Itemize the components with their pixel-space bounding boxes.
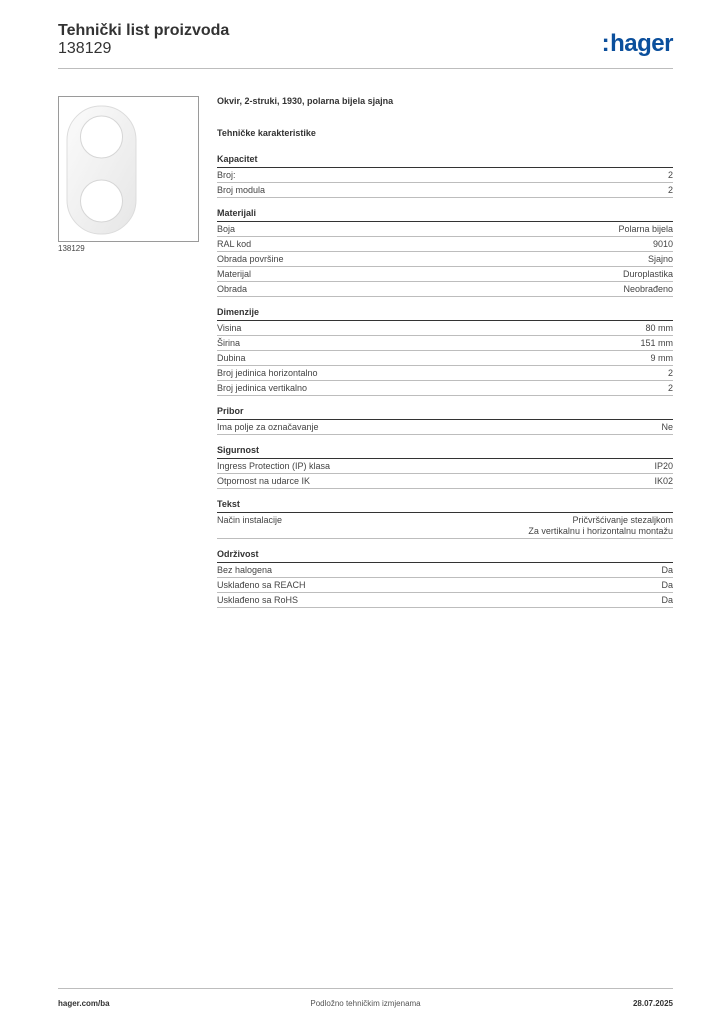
spec-value-line: Ne: [661, 422, 673, 432]
spec-row: [217, 282, 673, 297]
spec-value-line: Pričvršćivanje stezaljkom: [572, 515, 673, 525]
spec-row: [217, 563, 673, 578]
spec-label: Obrada: [217, 284, 248, 294]
spec-value-line: 2: [667, 383, 673, 393]
spec-value-line: 9010: [652, 239, 673, 249]
spec-row: [217, 267, 673, 282]
spec-value-line: Za vertikalnu i horizontalnu montažu: [528, 526, 673, 536]
spec-group-title: Dimenzije: [217, 307, 673, 321]
spec-value: [668, 185, 673, 196]
spec-group: [217, 208, 673, 297]
spec-label: Visina: [217, 323, 242, 333]
spec-row: [217, 513, 673, 539]
spec-row: [217, 578, 673, 593]
logo-text: hager: [610, 30, 673, 57]
spec-row: [217, 183, 673, 198]
spec-row: [217, 420, 673, 435]
spec-label: Broj:: [217, 170, 236, 180]
spec-value: [623, 269, 673, 280]
document-number: 138129: [58, 40, 112, 57]
product-image: [58, 96, 199, 242]
spec-value: [651, 353, 674, 364]
spec-value-line: Da: [661, 565, 673, 575]
spec-value-line: Sjajno: [647, 254, 673, 264]
spec-value-line: Duroplastika: [622, 269, 673, 279]
spec-label: RAL kod: [217, 239, 252, 249]
spec-label: Boja: [217, 224, 236, 234]
page-footer: [58, 988, 673, 1013]
specification-content: [217, 96, 673, 618]
footer-date: 28.07.2025: [632, 999, 673, 1008]
spec-group: [217, 154, 673, 198]
spec-label: Dubina: [217, 353, 246, 363]
product-image-caption: 138129: [58, 244, 85, 253]
spec-value-line: 80 mm: [645, 323, 673, 333]
spec-value: [645, 323, 673, 334]
spec-group-title: Materijali: [217, 208, 673, 222]
product-name: Okvir, 2-struki, 1930, polarna bijela sjajna: [217, 96, 394, 106]
spec-value-line: IP20: [654, 461, 673, 471]
spec-group: [217, 445, 673, 489]
spec-row: [217, 351, 673, 366]
spec-group: [217, 406, 673, 435]
double-frame-illustration: [59, 97, 198, 241]
spec-value-line: Da: [661, 595, 673, 605]
spec-label: Obrada površine: [217, 254, 284, 264]
document-title: Tehnički list proizvoda: [58, 22, 230, 39]
section-title: Tehničke karakteristike: [217, 128, 316, 138]
spec-value: [668, 383, 673, 394]
spec-value: [640, 338, 673, 349]
spec-label: Broj modula: [217, 185, 266, 195]
spec-row: [217, 237, 673, 252]
spec-row: [217, 366, 673, 381]
specification-groups: [217, 154, 673, 608]
spec-group: [217, 307, 673, 396]
page-header: [58, 22, 673, 69]
spec-value: [668, 170, 673, 181]
spec-value-line: Da: [661, 580, 673, 590]
spec-value: [618, 224, 673, 235]
spec-label: Ingress Protection (IP) klasa: [217, 461, 331, 471]
spec-group-title: Tekst: [217, 499, 673, 513]
spec-value: [661, 565, 673, 576]
spec-value-line: 9 mm: [650, 353, 673, 363]
spec-label: Širina: [217, 338, 241, 348]
spec-label: Bez halogena: [217, 565, 273, 575]
spec-label: Materijal: [217, 269, 252, 279]
spec-value: [661, 595, 673, 606]
spec-label: Otpornost na udarce IK: [217, 476, 311, 486]
spec-value: [623, 284, 673, 295]
footer-website: hager.com/ba: [58, 999, 110, 1008]
spec-row: [217, 336, 673, 351]
spec-value: [661, 422, 673, 433]
spec-group: [217, 499, 673, 539]
spec-value-line: 2: [667, 170, 673, 180]
spec-value-line: 2: [667, 185, 673, 195]
spec-group-title: Sigurnost: [217, 445, 673, 459]
footer-note: Podložno tehničkim izmjenama: [310, 999, 421, 1008]
spec-value: [654, 476, 673, 487]
spec-label: Način instalacije: [217, 515, 283, 525]
spec-group-title: Kapacitet: [217, 154, 673, 168]
spec-value-line: Neobrađeno: [623, 284, 673, 294]
hager-logo: :hager: [601, 30, 673, 57]
spec-row: [217, 252, 673, 267]
spec-value: [648, 254, 673, 265]
spec-value: [528, 515, 673, 537]
spec-value-line: 151 mm: [640, 338, 673, 348]
spec-value-line: 2: [667, 368, 673, 378]
spec-value-line: IK02: [654, 476, 673, 486]
spec-row: [217, 222, 673, 237]
spec-label: Ima polje za označavanje: [217, 422, 319, 432]
spec-row: [217, 321, 673, 336]
spec-value: [661, 580, 673, 591]
spec-value-line: Polarna bijela: [618, 224, 673, 234]
spec-row: [217, 474, 673, 489]
spec-label: Usklađeno sa RoHS: [217, 595, 299, 605]
spec-value: [653, 239, 673, 250]
spec-label: Broj jedinica horizontalno: [217, 368, 318, 378]
spec-row: [217, 593, 673, 608]
spec-label: Broj jedinica vertikalno: [217, 383, 308, 393]
spec-value: [668, 368, 673, 379]
spec-group-title: Pribor: [217, 406, 673, 420]
spec-label: Usklađeno sa REACH: [217, 580, 306, 590]
spec-row: [217, 459, 673, 474]
spec-row: [217, 168, 673, 183]
spec-group: [217, 549, 673, 608]
spec-row: [217, 381, 673, 396]
spec-value: [654, 461, 673, 472]
spec-group-title: Održivost: [217, 549, 673, 563]
